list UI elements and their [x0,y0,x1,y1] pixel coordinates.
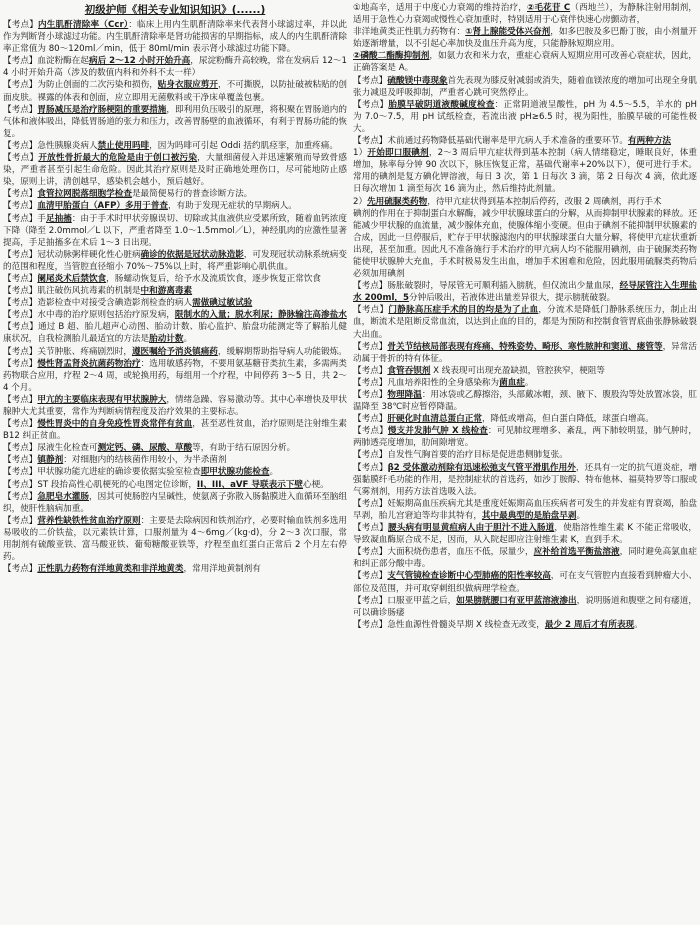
kaodian-tag: 【考点】 [3,491,38,502]
highlighted-point: ①肾上腺能受体兴奋剂 [465,27,551,38]
entry-text: 。 [634,619,643,630]
kaodian-tag: 【考点】 [3,515,38,526]
highlighted-point: 禁止使用吗啡 [97,140,150,151]
entry-text: ，因为吗啡可引起 Oddi 括约肌痉挛，加重疼痛。 [149,140,338,151]
entry-text: 急性血源性骨髓炎早期 X 线检查无改变， [387,619,545,630]
highlighted-point: 菌血症 [499,377,525,388]
left-entry [3,200,347,212]
right-entry [353,365,697,377]
highlighted-point: 中和游离毒素 [140,286,193,297]
kaodian-tag: 【考点】 [3,358,38,369]
entry-text: ，待甲亢症状得到基本控制后停药，改服 2 周碘剂，再行手术 [427,196,662,207]
entry-text: ，常用洋地黄制剂有 [183,564,261,575]
entry-text: 关节肿胀、疼痛剧烈时， [37,346,132,357]
highlighted-point: 有两种方法 [628,136,672,147]
highlighted-point: 食管吞钡剂 [387,365,431,376]
left-entry [3,55,347,79]
left-entry [3,346,347,358]
entry-text: ，即利用负压吸引的原理，将积聚在胃肠道内的气体和液体吸出，降低胃肠道的张力和压力，改善胃肠壁的血液循环，有利于胃肠功能的恢复。 [3,104,347,139]
entry-text: 等，有助于结石原因分析。 [192,443,296,454]
kaodian-tag: 【考点】 [3,273,38,284]
highlighted-point: 急肥皂水灌肠 [37,491,90,502]
highlighted-point: 测定钙、磷、尿酸、草酸 [97,443,193,454]
entry-text: ，因其可使肠腔内呈碱性，使氨离子弥散入肠黏膜进入血循环至脑组织，使肝性脑病加重。 [3,491,347,514]
left-entry [3,321,347,345]
entry-text: 尿液生化检查可 [37,443,98,454]
kaodian-tag: 【考点】 [353,571,388,582]
entry-text: ，肠蠕动恢复后，给予水及流质饮食，逐步恢复正常饮食 [106,273,322,284]
entry-text: 冠状动脉粥样硬化性心脏病 [37,249,141,260]
entry-text: 急性胰腺炎病人 [37,140,98,151]
entry-text: 血淀粉酶在起 [37,56,89,67]
kaodian-tag: 【考点】 [3,249,38,260]
right-entry [353,280,697,304]
highlighted-point: 遵医嘱给予消炎镇痛药 [131,346,218,357]
kaodian-tag: 【考点】 [353,99,389,110]
entry-text: 术前通过药物降低基础代谢率是甲亢病人手术准备的重要环节。 [387,136,629,147]
kaodian-tag: 【考点】 [3,213,38,224]
entry-text: ：可见肺纹理增多、紊乱，两下肺较明显，肺气肿时，两肺透亮度增加，肋间隙增宽。 [353,426,697,449]
entry-text: ：正常阴道液呈酸性，pH 为 4.5～5.5，羊水的 pH 为 7.0～7.5，用 pH 试纸检查，若流出液 pH≥6.5 时，视为阳性，胎膜早破的可能性极大。 [353,99,697,134]
highlighted-point: 骨关节结核局部表现有疼痛、特殊姿势、畸形、寒性脓肿和窦道、瘘管等 [387,341,663,352]
entry-text: ，如多巴胺及多巴酚丁胺，由小剂量开始逐渐增量，以不引起心率加快及血压升高为度，只能静脉短期应用。 [353,27,697,50]
entry-text: 碘剂的作用在于抑制蛋白水解酶，减少甲状腺球蛋白的分解，从而抑制甲状腺素的释放。还能减少甲状腺的血流量，减少腺体充血，使腺体缩小变硬。但由于碘剂不能抑制甲状腺素的合成，因此一旦停服后，贮存于甲状腺滤泡内的甲状腺球蛋白大量分解，将使甲亢症状重新出现，甚至加重。因此凡不准备施行手术治疗的甲亢病人均不能服用碘剂，由于硫脲类药物能使甲状腺肿大充血，手术时极易发生出血，增加手术困难和危险，因此服用硫脲类药物后必须加用碘剂 [353,208,697,280]
left-entry [3,454,347,466]
entry-text: ：主要是去除病因和铁剂治疗，必要时输血铁剂多选用易吸收的二价铁盐，以元素铁计算，口服剂量为 4～6mg／(kg·d)，分 2～3 次口服，常用制剂有硫酸亚铁、富马酸亚铁、葡萄糖酸亚铁等，疗程至血红蛋白正常后 2 个月左右停药。 [3,515,347,563]
entry-text: ：用冰袋或乙醇擦浴，头部戴冰帽，颈、腋下、腹股沟等处放置冰袋，肛温降至 38℃时应暂停降温。 [353,390,697,413]
kaodian-tag: 【考点】 [3,286,38,297]
entry-text: ，缓解期帮助指导病人功能锻炼。 [217,346,347,357]
kaodian-tag: 【考点】 [353,414,388,425]
left-entry [3,309,347,321]
left-entry [3,273,347,285]
entry-text: 肌注破伤风抗毒素的机制是 [37,286,141,297]
left-entry [3,188,347,200]
left-column [3,2,347,925]
right-entry [353,425,697,449]
right-entry [353,389,697,413]
highlighted-point: 物理降温 [387,390,422,400]
highlighted-point: 门静脉高压症手术的目的均是为了止血 [388,305,539,316]
left-entry [3,394,347,418]
entry-text: 肠胀破裂时，导尿管无可顺利插入膀胱，但仅流出少量血尿， [387,281,620,292]
entry-text: 凡血培养阳性的全身感染称为 [387,377,500,388]
right-entry [353,50,697,74]
kaodian-tag: 【考点】 [353,450,388,461]
entry-text: 1） [353,148,368,159]
entry-text: （西地兰），为静脉注射用制剂，适用于急性心力衰竭或慢性心衰加重时，特别适用于心衰伴快速心房颤动者， [353,3,697,26]
kaodian-tag: 【考点】 [3,467,38,478]
kaodian-tag: 【考点】 [353,498,388,509]
kaodian-tag: 【考点】 [3,322,38,333]
highlighted-point: 即甲状腺功能检查 [200,467,270,478]
entry-text: ，还具有一定的抗气道炎症，增强黏膜纤毛功能的作用，是控制症状的首选药，如沙丁胺醇、特布他林、福莫特罗等口服或气雾剂剂，用药方法首选吸入法。 [353,462,697,497]
entry-text: 妊娠期高血压疾病尤其是重度妊娠期高血压疾病者可发生的并发症有胃衰竭，胎盘早剥，胎儿宫窘迫等均非其特有， [353,498,697,521]
entry-text: ，大量细菌侵入并迅速繁殖而导致骨感染，严重者甚至引起生命危险。因此其治疗原则是及时正确地处理伤口，尽可能地防止感染，原则上讲，清创越早，感染机会越小，预后越好。 [3,153,347,188]
highlighted-point: 阑尾炎术后禁饮食 [37,273,107,284]
entry-text: ：选用敏感药物，不要用氨基糖苷类抗生素，多需两类药物联合应用，疗程 2～4 周，或轮换用药，每组用一个疗程，中间停药 3～5 日，共 2～4 个月。 [3,358,347,393]
highlighted-point: 食管拉网脱落细胞学检查 [37,189,132,200]
right-entry [353,341,697,365]
entry-text: ，同时避免高氯血症和纠正部分酸中毒。 [353,547,697,570]
highlighted-point: 血清甲胎蛋白（AFP）多用于普查 [37,201,168,212]
highlighted-point: 营养性缺铁性贫血治疗原则 [37,515,141,526]
entry-text: ST 段抬高性心肌梗死的心电图定位诊断， [37,479,197,490]
entry-text: ，说明肠道和腹壁之间有痿道，可以确诊肠痿 [353,595,697,618]
kaodian-tag: 【考点】 [353,426,388,437]
highlighted-point: 确诊的依据是冠状动脉造影 [140,249,244,260]
highlighted-point: ②磷酸二酯酶抑制剂 [353,51,430,62]
entry-text: ：由于手术时甲状旁腺误切、切除或其血液供应受累所致，随着血钙浓度下降（降至 2.0mmol／L 以下，严重者降至 1.0～1.5mmol／L），神经肌肉的应激性显著提高，手足抽搐多在术后 1～3 日出现。 [3,213,347,248]
right-entry [353,26,697,50]
entry-text: ：对细胞内的结核菌作用较小，为半杀菌剂 [63,455,227,466]
highlighted-point: ②毛花苷 C [527,3,571,13]
kaodian-tag: 【考点】 [353,619,388,630]
kaodian-tag: 【考点】 [3,298,38,309]
entry-text: 手 [37,213,47,224]
left-entry [3,563,347,575]
kaodian-tag: 【考点】 [353,281,388,292]
kaodian-tag: 【考点】 [3,189,38,200]
highlighted-point: 胎膜早破阴道液酸碱度检查 [388,99,495,110]
kaodian-tag: 【考点】 [3,56,38,67]
entry-text: 甲状腺功能亢进症的确诊要依据实验室检查 [37,467,201,478]
kaodian-tag: 【考点】 [353,377,388,388]
highlighted-point: 慢支并发肺气肿 X 线检查 [387,426,488,437]
right-entry [353,2,697,26]
left-entry [3,491,347,515]
right-entry [353,546,697,570]
entry-text: 大面积烧伤患者，血压不低，尿量少， [387,547,534,558]
entry-text: ，如氨力农和米力农，重症心衰病人短期应用可改善心衰症状，因此，正确答案是 A。 [353,51,697,74]
right-entry [353,619,697,631]
entry-text: 。 [524,377,534,388]
entry-text: 口服亚甲蓝之后， [387,595,457,606]
kaodian-tag: 【考点】 [353,595,388,606]
kaodian-tag: 【考点】 [3,20,39,30]
kaodian-tag: 【考点】 [3,564,38,575]
left-entry [3,19,347,55]
highlighted-point: 先用硫脲类药物 [367,196,428,207]
highlighted-point: 正性肌力药物有洋地黄类和非洋地黄类 [37,564,184,575]
right-entry [353,462,697,498]
entry-text: 。 [269,467,279,478]
left-entry [3,213,347,249]
kaodian-tag: 【考点】 [3,201,38,212]
left-entry [3,418,347,442]
entry-text: ，情绪急躁、容易激动等。其中心率增快及甲状腺肿大尤其重要，常作为判断病情程度及治疗效果的主要标志。 [3,394,347,417]
left-entry [3,140,347,152]
highlighted-point: 慢性肾盂肾炎抗菌药物治疗 [37,358,141,369]
kaodian-tag: 【考点】 [353,390,388,400]
right-entry [353,75,697,99]
entry-text: 心梗。 [302,479,329,490]
kaodian-tag: 【考点】 [3,419,38,430]
entry-text: ，使脂溶性维生素 K 不能正常吸收，导致凝血酶原合成不足，因而，从入院起即应注射维生素 K，直到手术。 [353,523,697,546]
entry-text: 为防止创面的二次污染和损伤， [37,80,158,91]
entry-text: ，尿淀粉酶升高较晚，常在发病后 12～14 小时开始升高（涉及的数值内科和外科不太一样） [3,56,347,79]
right-entry [353,135,697,147]
right-entry [353,99,697,135]
right-entry [353,413,697,425]
left-entry [3,152,347,188]
kaodian-tag: 【考点】 [3,479,38,490]
left-entry [3,466,347,478]
highlighted-point: 最少 2 周后才有所表现 [544,619,635,630]
entry-text: ，分流术是降低门静脉系统压力，制止出血，断流术是阻断反常血流，以达到止血的目的，都是为预防和控制食管胃底曲张静脉破裂大出血。 [353,305,697,340]
kaodian-tag: 【考点】 [3,140,38,151]
entry-text: 水中毒的治疗原则包括治疗原发病， [37,310,175,321]
entry-text: 造影检查中对接受含碘造影剂检查的病人 [37,298,193,309]
kaodian-tag: 【考点】 [3,394,38,405]
right-entry [353,570,697,594]
left-entry [3,515,347,563]
highlighted-point: 开放性骨折最大的危险是由于创口被污染 [38,153,198,164]
kaodian-tag: 【考点】 [3,346,38,357]
highlighted-point: 其中最典型的是胎盘早剥 [481,510,577,521]
left-entry [3,479,347,491]
highlighted-point: 镇静剂 [37,455,64,466]
highlighted-point: 开始即口服碘剂 [367,148,429,159]
left-entry [3,104,347,140]
entry-text: ，不可撕脱，以防扯破被粘贴的创面皮肤。裸露的体表和创面，应立即用无菌敷料或干净床单覆盖包裹。 [3,80,347,103]
entry-text: 2） [353,196,368,207]
kaodian-tag: 【考点】 [3,310,38,321]
entry-text: ：临床上用内生肌酐清除率来代表肾小球滤过率，并以此作为判断肾小球滤过功能。内生肌酐清除率是肾功能损害的早期指标，成人的内生肌酐清除率正常值为 80～120ml／min，低于 80ml/min 表示肾小球滤过功能下降。 [3,20,347,55]
kaodian-tag: 【考点】 [353,523,389,534]
entry-text: 首先表现为膝反射减弱或消失，随着血镁浓度的增加可出现全身肌张力减退及呼吸抑制，严重者心跳可突然停止。 [353,75,697,98]
left-entry [3,79,347,103]
highlighted-point: 胃肠减压是治疗肠梗阻的重要措施 [37,104,167,115]
highlighted-point: 肝硬化时血清总蛋白正常 [387,414,482,425]
entry-text: 分钟后吸出，若液体进出量差异很大，提示膀胱破裂。 [409,293,616,304]
entry-text: 。 [183,334,193,345]
right-entry [353,147,697,195]
entry-text: ，有助于发现无症状的早期病人。 [167,201,297,212]
left-entry [3,442,347,454]
kaodian-tag: 【考点】 [3,153,39,164]
highlighted-point: 应补给首选平衡盐溶液 [533,547,620,558]
left-entry [3,249,347,273]
entry-text: ，甚至恶性贫血，治疗原则是注射维生素 B12 纠正贫血。 [3,419,347,442]
entry-text: ，2～3 周后甲亢症状得到基本控制（病人情绪稳定，睡眠良好，体重增加，脉率每分钟 90 次以下，脉压恢复正常，基础代谢率+20%以下），便可进行手术。常用的碘剂是复方碘化钾溶液，每日 3 次，第 1 日每次 3 滴，第 2 日每次 4 滴，依此逐日每次增加 1 滴至每次 16 滴为止，然后维持此剂量。 [353,148,697,195]
highlighted-point: 病后 2～12 小时开始升高 [88,56,191,67]
kaodian-tag: 【考点】 [353,365,388,376]
entry-text: ①地高辛，适用于中度心力衰竭的维持治疗， [353,3,528,13]
highlighted-point: 贴身衣服应剪开 [157,80,218,91]
entry-text: ，异常活动属于骨折的特有体征。 [353,341,697,364]
kaodian-tag: 【考点】 [353,75,388,86]
right-entry [353,196,697,208]
highlighted-point: 限制水的入量；脱水利尿；静脉输注高渗盐水 [174,310,347,321]
right-column [353,2,697,925]
left-entry [3,297,347,309]
entry-text: ，可发现冠状动脉系统病变的范围和程度，当管腔直径缩小 70%～75%以上时，将严重影响心肌供血。 [3,249,347,272]
highlighted-point: 经导尿管注入生理盐水 200ml，5 [353,281,697,304]
highlighted-point: 甲亢的主要临床表现有甲状腺肿大 [37,394,167,405]
highlighted-point: 硫酸镁中毒现象 [387,75,448,86]
kaodian-tag: 【考点】 [3,80,38,91]
highlighted-point: 胎动计数 [149,334,184,345]
entry-text: 自发性气胸首要的治疗目标是促进患侧肺复张。 [387,450,568,461]
document-title: 初级护师《相关专业知识知识》(......) [84,4,266,16]
right-entry [353,522,697,546]
highlighted-point: 如果膀胱腰口有亚甲蓝溶液渗出 [456,595,577,606]
left-entry [3,358,347,394]
highlighted-point: 内生肌酐清除率（Ccr） [38,20,129,30]
entry-text: 是最简便易行的普查诊断方法。 [131,189,253,200]
right-entry [353,377,697,389]
kaodian-tag: 【考点】 [353,305,389,316]
kaodian-tag: 【考点】 [353,462,388,473]
highlighted-point: 支气管镜检查诊断中心型肺癌的阳性率较高 [387,571,551,582]
kaodian-tag: 【考点】 [353,341,388,352]
right-entry [353,208,697,281]
right-entry [353,498,697,522]
kaodian-tag: 【考点】 [3,455,38,466]
entry-text: ，可在支气管腔内直接看到肿瘤大小、部位及范围，并可取穿刺组织做病理学检查。 [353,571,697,594]
left-entry [3,285,347,297]
highlighted-point: 慢性胃炎中的自身免疫性胃炎常伴有贫血 [37,419,193,430]
highlighted-point: 足抽搐 [46,213,72,224]
kaodian-tag: 【考点】 [3,104,38,115]
entry-text: 非洋地黄类正性肌力药物有： [353,27,466,38]
right-entry [353,449,697,461]
highlighted-point: 需做碘过敏试验 [192,298,253,309]
kaodian-tag: 【考点】 [353,136,388,147]
right-entry [353,595,697,619]
entry-text: ，降低或增高，但白蛋白降低，球蛋白增高。 [481,414,654,425]
highlighted-point: II、III、aVF 导联表示下壁 [196,479,303,490]
highlighted-point: β2 受体激动剂除有迅速松弛支气管平滑肌作用外 [387,462,576,473]
entry-text: 。 [576,510,586,521]
kaodian-tag: 【考点】 [3,443,38,454]
kaodian-tag: 【考点】 [353,547,388,558]
entry-text: X 线表现可出现充盈缺损，管腔狭窄，梗阻等 [430,365,606,376]
right-entry [353,304,697,340]
highlighted-point: 腰头病有明显黄疸病人由于胆汁不进入肠道 [388,523,555,534]
entry-text: 通过 B 超、胎儿超声心动图、胎动计数、胎心监护、胎盘功能测定等了解胎儿健康状况，自我检测胎儿最适宜的方法是 [3,322,347,345]
